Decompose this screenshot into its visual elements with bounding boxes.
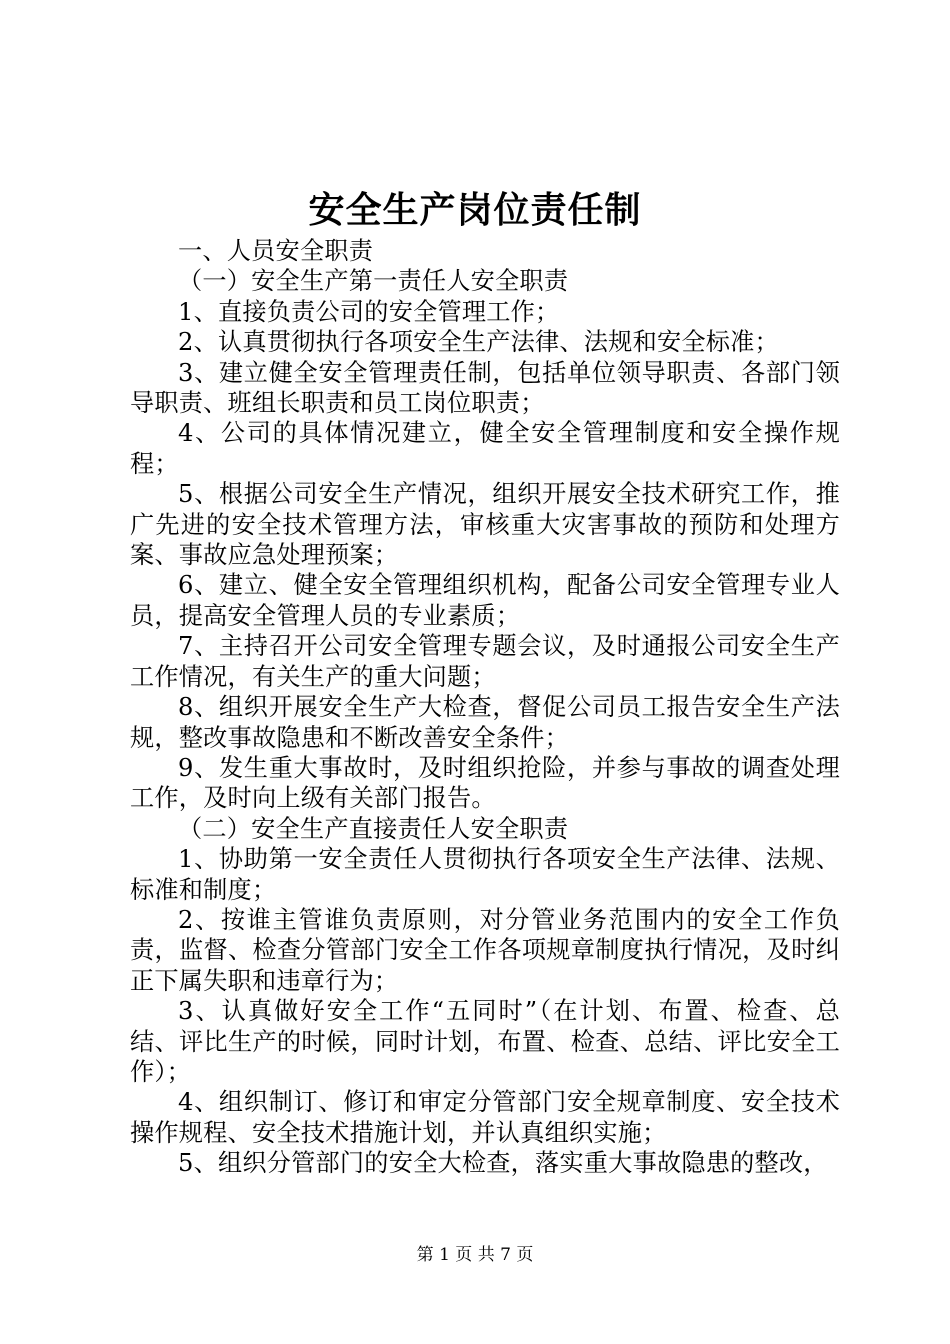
document-title: 安全生产岗位责任制 bbox=[308, 189, 642, 231]
paragraph: 4、公司的具体情况建立，健全安全管理制度和安全操作规程； bbox=[130, 419, 840, 478]
paragraph: 1、直接负责公司的安全管理工作； bbox=[178, 297, 560, 326]
paragraph: 1、协助第一安全责任人贯彻执行各项安全生产法律、法规、标准和制度； bbox=[130, 845, 840, 904]
paragraph: 5、组织分管部门的安全大检查，落实重大事故隐患的整改， bbox=[178, 1149, 828, 1178]
paragraph: 7、主持召开公司安全管理专题会议，及时通报公司安全生产工作情况，有关生产的重大问题； bbox=[130, 632, 840, 691]
paragraph: 2、按谁主管谁负责原则，对分管业务范围内的安全工作负责，监督、检查分管部门安全工作各项规章制度执行情况，及时纠正下属失职和违章行为； bbox=[130, 905, 840, 995]
paragraph: 8、组织开展安全生产大检查，督促公司员工报告安全生产法规，整改事故隐患和不断改善安全条件； bbox=[130, 693, 840, 752]
subsection-heading: （二）安全生产直接责任人安全职责 bbox=[178, 814, 569, 843]
paragraph: 9、发生重大事故时，及时组织抢险，并参与事故的调查处理工作，及时向上级有关部门报告。 bbox=[130, 753, 840, 813]
paragraph: 2、认真贯彻执行各项安全生产法律、法规和安全标准； bbox=[178, 328, 779, 357]
paragraph: 6、建立、健全安全管理组织机构，配备公司安全管理专业人员，提高安全管理人员的专业素质； bbox=[130, 571, 840, 630]
section-heading: 一、人员安全职责 bbox=[178, 237, 374, 265]
paragraph: 3、建立健全安全管理责任制，包括单位领导职责、各部门领导职责、班组长职责和员工岗位职责； bbox=[130, 358, 840, 418]
subsection-heading: （一）安全生产第一责任人安全职责 bbox=[178, 267, 569, 296]
document-body bbox=[130, 236, 840, 1179]
paragraph: 4、组织制订、修订和审定分管部门安全规章制度、安全技术操作规程、安全技术措施计划，并认真组织实施； bbox=[130, 1088, 840, 1147]
paragraph: 5、根据公司安全生产情况，组织开展安全技术研究工作，推广先进的安全技术管理方法，审核重大灾害事故的预防和处理方案、事故应急处理预案； bbox=[130, 480, 840, 570]
paragraph: 3、认真做好安全工作“五同时”（在计划、布置、检查、总结、评比生产的时候，同时计划，布置、检查、总结、评比安全工作）； bbox=[130, 997, 840, 1086]
page-number-footer: 第 1 页 共 7 页 bbox=[416, 1245, 534, 1265]
